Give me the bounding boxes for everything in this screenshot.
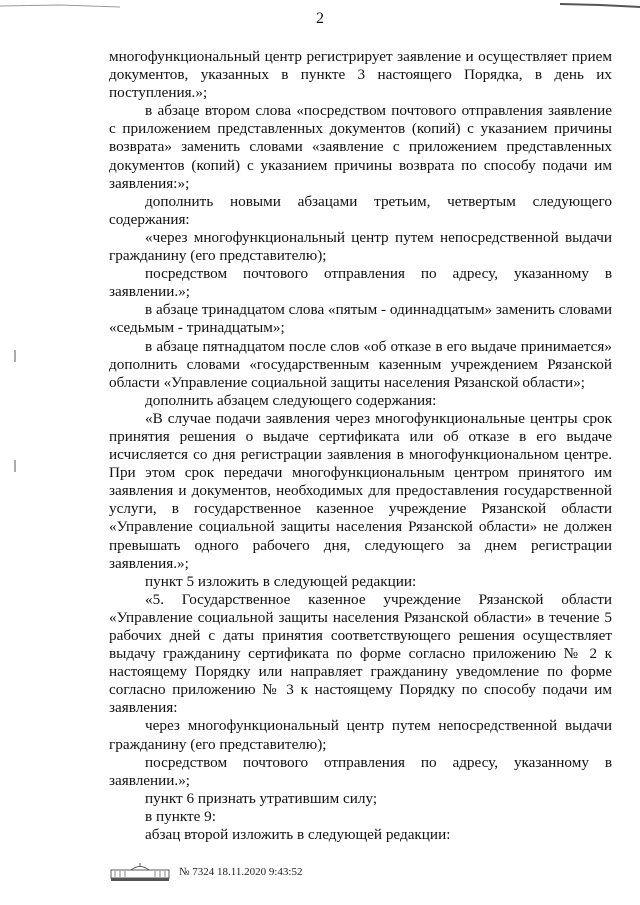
paragraph: посредством почтового отправления по адресу, указанному в заявлении.»; <box>109 265 612 301</box>
paragraph: в абзаце втором слова «посредством почтового отправления заявление с приложением представленных документов (копий) с указанием причины возврата» заменить словами «заявление с приложением представленных документов (копий) с указанием причины возврата по способу подачи им заявления:»; <box>109 102 612 192</box>
scan-mark <box>14 460 16 472</box>
paragraph: абзац второй изложить в следующей редакции: <box>145 826 451 844</box>
paragraph: многофункциональный центр регистрирует заявление и осуществляет прием документов, указанных в пункте 3 настоящего Порядка, в день их поступления.»; <box>109 48 612 102</box>
paragraph: через многофункциональный центр путем непосредственной выдачи гражданину (его представителю); <box>109 717 612 753</box>
scan-edge <box>0 0 640 10</box>
paragraph: в абзаце тринадцатом слова «пятым - одиннадцатым» заменить словами «седьмым - тринадцатым»; <box>109 301 612 337</box>
scan-mark <box>14 350 16 362</box>
paragraph: в пункте 9: <box>145 807 216 825</box>
document-footer <box>109 862 302 882</box>
paragraph: посредством почтового отправления по адресу, указанному в заявлении.»; <box>109 753 612 789</box>
document-registration-code: № 7324 18.11.2020 9:43:52 <box>179 866 303 878</box>
page-number: 2 <box>316 10 324 27</box>
paragraph: «через многофункциональный центр путем непосредственной выдачи гражданину (его представителю); <box>109 228 612 265</box>
paragraph: дополнить абзацем следующего содержания: <box>145 391 437 409</box>
paragraph: дополнить новыми абзацами третьим, четвертым следующего содержания: <box>109 192 612 228</box>
building-logo-icon <box>109 862 171 882</box>
paragraph: «5. Государственное казенное учреждение Рязанской области «Управление социальной защиты населения Рязанской области» в течение 5 рабочих дней с даты принятия соответствующего решения осуществляет выдачу гражданину сертификата по форме согласно приложению № 2 к настоящему Порядку или направляет гражданину уведомление по форме согласно приложению № 3 к настоящему Порядку по способу подачи им заявления: <box>109 590 612 717</box>
paragraph: пункт 6 признать утратившим силу; <box>145 789 378 807</box>
document-body <box>109 48 612 844</box>
paragraph: «В случае подачи заявления через многофункциональные центры срок принятия решения о выдаче сертификата или об отказе в его выдаче исчисляется со дня регистрации заявления в многофункциональном центре. При этом срок передачи многофункциональным центром принятого им заявления и документов, необходимых для предоставления государственной услуги, в государственное казенное учреждение Рязанской области «Управление социальной защиты населения Рязанской области» не должен превышать одного рабочего дня, следующего за днем регистрации заявления.»; <box>109 409 612 572</box>
paragraph: в абзаце пятнадцатом после слов «об отказе в его выдаче принимается» дополнить словами «государственным казенным учреждением Рязанской области «Управление социальной защиты населения Рязанской области»; <box>109 337 612 391</box>
paragraph: пункт 5 изложить в следующей редакции: <box>145 572 417 590</box>
